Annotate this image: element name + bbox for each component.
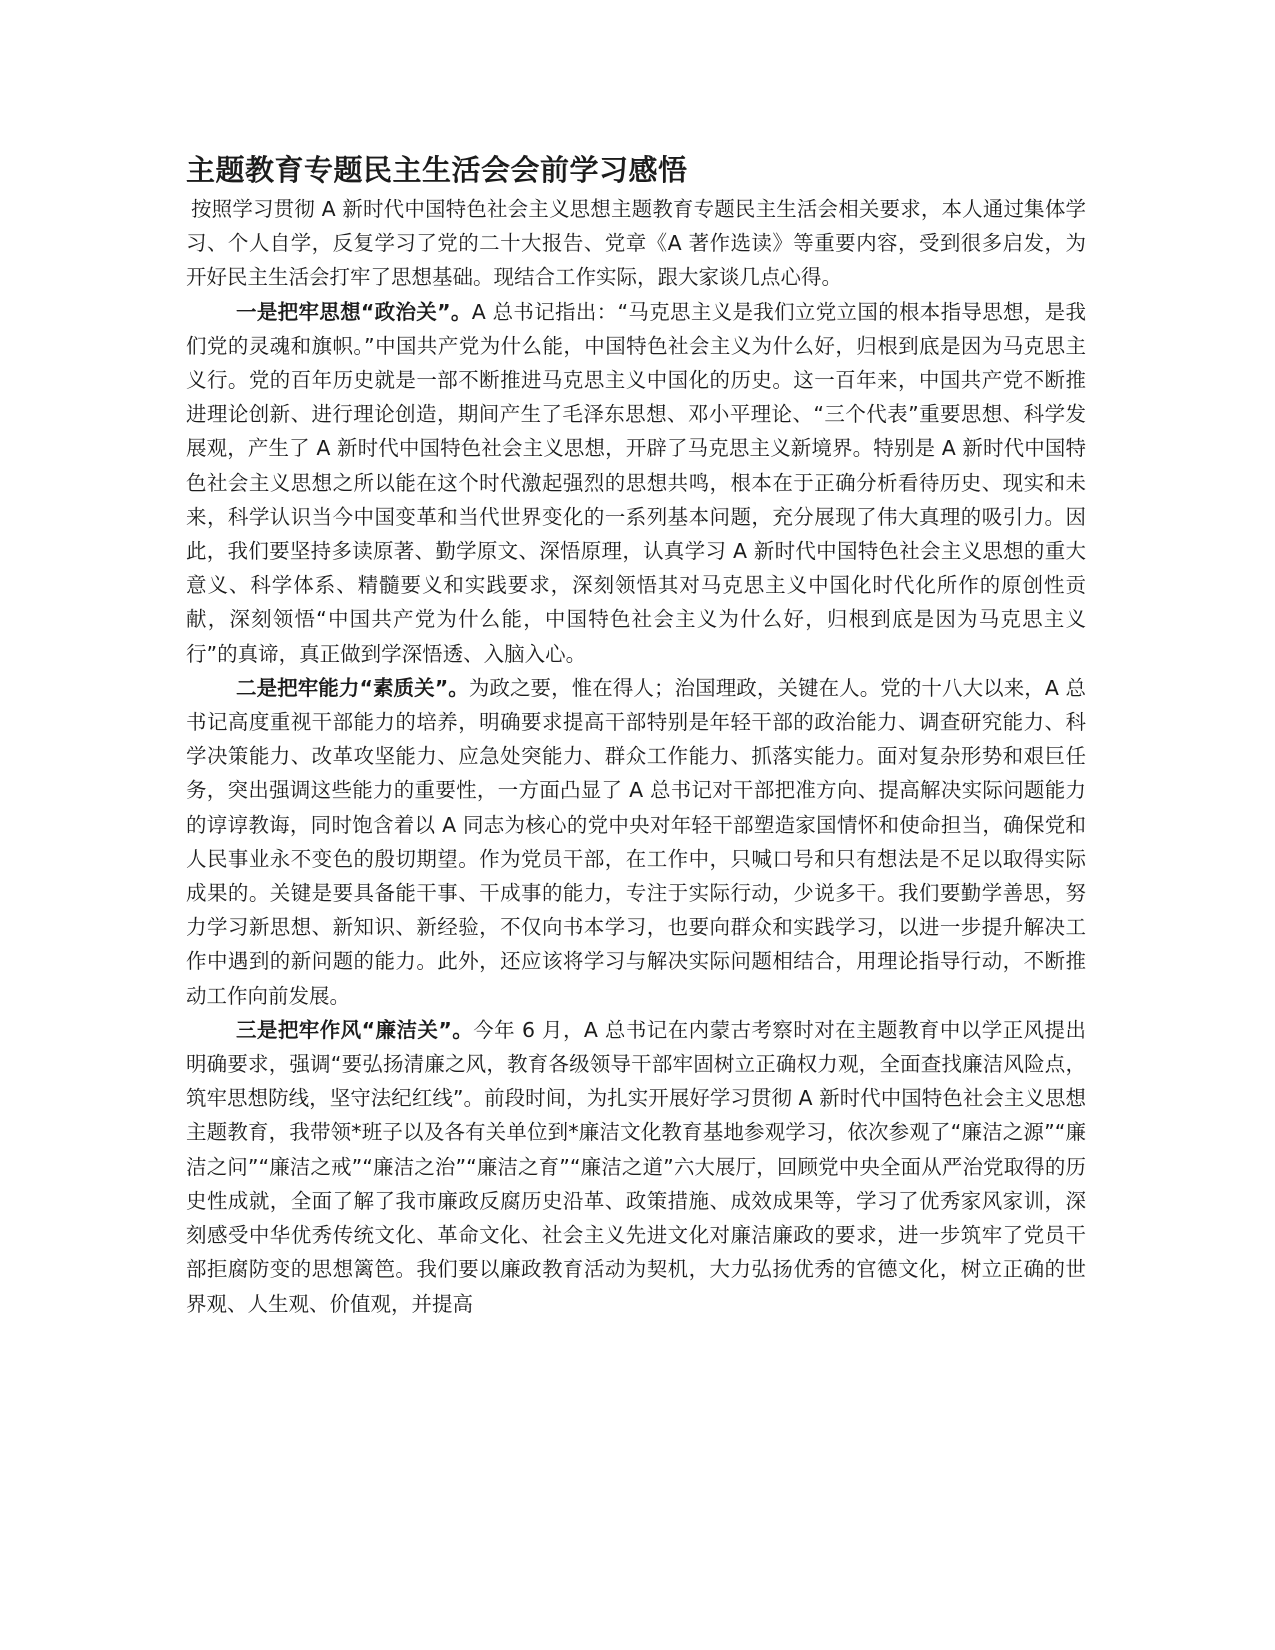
- section-heading-1: 一是把牢思想“政治关”。: [236, 299, 472, 324]
- section-paragraph-2: [186, 671, 1086, 1013]
- section-paragraph-3: [186, 1013, 1086, 1321]
- intro-paragraph: 按照学习贯彻 A 新时代中国特色社会主义思想主题教育专题民主生活会相关要求，本人通过集体学习、个人自学，反复学习了党的二十大报告、党章《A 著作选读》等重要内容，受到很多启发，为开好民主生活会打牢了思想基础。现结合工作实际，跟大家谈几点心得。: [186, 197, 1086, 290]
- section-body-3: 今年 6 月，A 总书记在内蒙古考察时对在主题教育中以学正风提出明确要求，强调“要弘扬清廉之风，教育各级领导干部牢固树立正确权力观，全面查找廉洁风险点，筑牢思想防线，坚守法纪红线”。前段时间，为扎实开展好学习贯彻 A 新时代中国特色社会主义思想主题教育，我带领*班子以及各有关单位到*廉洁文化教育基地参观学习，依次参观了“廉洁之源”“廉洁之问”“廉洁之戒”“廉洁之治”“廉洁之育”“廉洁之道”六大展厅，回顾党中央全面从严治党取得的历史性成就，全面了解了我市廉政反腐历史沿革、政策措施、成效成果等，学习了优秀家风家训，深刻感受中华优秀传统文化、革命文化、社会主义先进文化对廉洁廉政的要求，进一步筑牢了党员干部拒腐防变的思想篱笆。我们要以廉政教育活动为契机，大力弘扬优秀的官德文化，树立正确的世界观、人生观、价值观，并提高: [186, 1017, 1086, 1316]
- section-paragraph-1: [186, 295, 1086, 671]
- document-page: [186, 150, 1086, 1321]
- section-heading-2: 二是把牢能力“素质关”。: [236, 675, 469, 700]
- section-body-2: 为政之要，惟在得人；治国理政，关键在人。党的十八大以来，A 总书记高度重视干部能力的培养，明确要求提高干部特别是年轻干部的政治能力、调查研究能力、科学决策能力、改革攻坚能力、应急处突能力、群众工作能力、抓落实能力。面对复杂形势和艰巨任务，突出强调这些能力的重要性，一方面凸显了 A 总书记对干部把准方向、提高解决实际问题能力的谆谆教诲，同时饱含着以 A 同志为核心的党中央对年轻干部塑造家国情怀和使命担当，确保党和人民事业永不变色的殷切期望。作为党员干部，在工作中，只喊口号和只有想法是不足以取得实际成果的。关键是要具备能干事、干成事的能力，专注于实际行动，少说多干。我们要勤学善思，努力学习新思想、新知识、新经验，不仅向书本学习，也要向群众和实践学习，以进一步提升解决工作中遇到的新问题的能力。此外，还应该将学习与解决实际问题相结合，用理论指导行动，不断推动工作向前发展。: [186, 675, 1086, 1008]
- section-body-1: A 总书记指出：“马克思主义是我们立党立国的根本指导思想，是我们党的灵魂和旗帜。”中国共产党为什么能，中国特色社会主义为什么好，归根到底是因为马克思主义行。党的百年历史就是一部不断推进马克思主义中国化的历史。这一百年来，中国共产党不断推进理论创新、进行理论创造，期间产生了毛泽东思想、邓小平理论、“三个代表”重要思想、科学发展观，产生了 A 新时代中国特色社会主义思想，开辟了马克思主义新境界。特别是 A 新时代中国特色社会主义思想之所以能在这个时代激起强烈的思想共鸣，根本在于正确分析看待历史、现实和未来，科学认识当今中国变革和当代世界变化的一系列基本问题，充分展现了伟大真理的吸引力。因此，我们要坚持多读原著、勤学原文、深悟原理，认真学习 A 新时代中国特色社会主义思想的重大意义、科学体系、精髓要义和实践要求，深刻领悟其对马克思主义中国化时代化所作的原创性贡献，深刻领悟“中国共产党为什么能，中国特色社会主义为什么好，归根到底是因为马克思主义行”的真谛，真正做到学深悟透、入脑入心。: [186, 299, 1086, 666]
- document-title: 主题教育专题民主生活会会前学习感悟: [186, 153, 688, 187]
- section-heading-3: 三是把牢作风“廉洁关”。: [236, 1017, 474, 1042]
